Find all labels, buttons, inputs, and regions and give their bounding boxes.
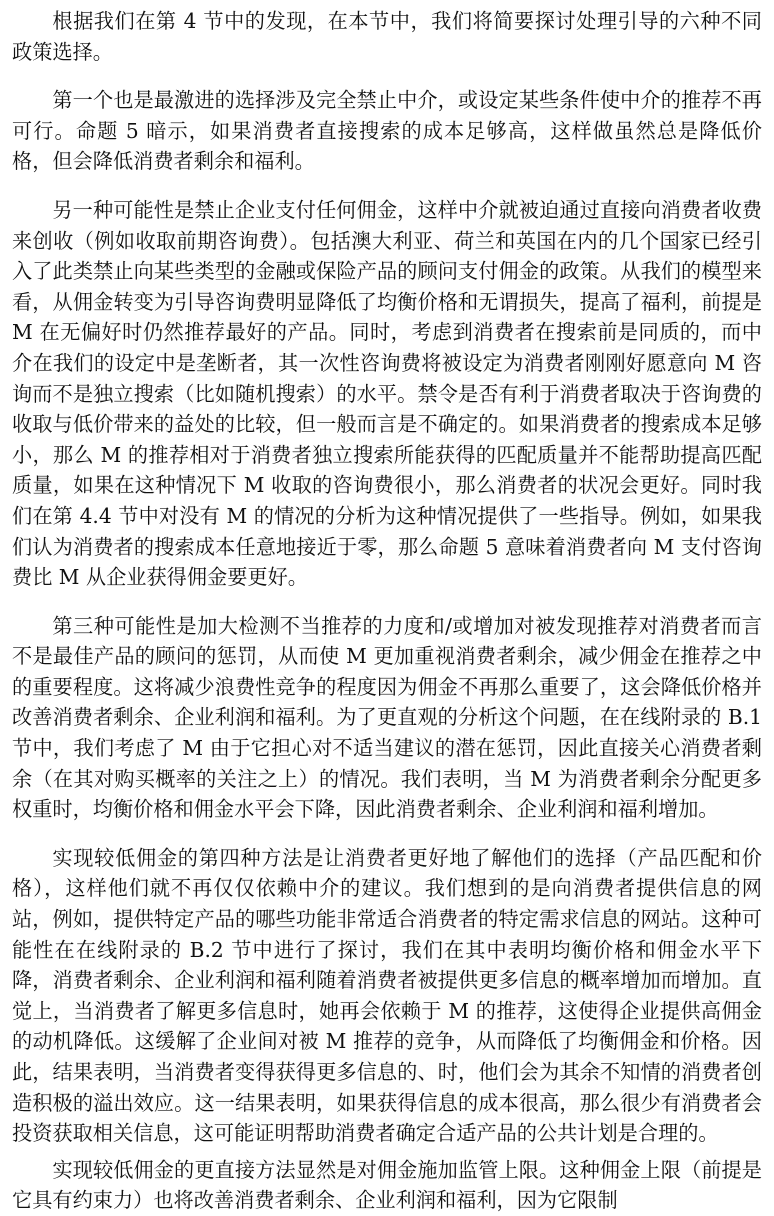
paragraph-first-option: 第一个也是最激进的选择涉及完全禁止中介，或设定某些条件使中介的推荐不再可行。命题 5 暗示，如果消费者直接搜索的成本足够高，这样做虽然总是降低价格，但会降低消费者剩余和福利。 xyxy=(12,88,762,174)
paragraph-fifth-option: 实现较低佣金的更直接方法显然是对佣金施加监管上限。这种佣金上限（前提是它具有约束力）也将改善消费者剩余、企业利润和福利，因为它限制 xyxy=(12,1157,762,1213)
paragraph-intro: 根据我们在第 4 节中的发现，在本节中，我们将简要探讨处理引导的六种不同政策选择。 xyxy=(12,9,762,64)
paragraph-fourth-option: 实现较低佣金的第四种方法是让消费者更好地了解他们的选择（产品匹配和价格），这样他们就不再仅仅依赖中介的建议。我们想到的是向消费者提供信息的网站，例如，提供特定产品的哪些功能非常适合消费者的特定需求信息的网站。这种可能性在在线附录的 B.2 节中进行了探讨，我们在其中表明均衡价格和佣金水平下降，消费者剩余、企业利润和福利随着消费者被提供更多信息的概率增加而增加。直觉上，当消费者了解更多信息时，她再会依赖于 M 的推荐，这使得企业提供高佣金的动机降低。这缓解了企业间对被 M 推荐的竞争，从而降低了均衡佣金和价格。因此，结果表明，当消费者变得获得更多信息的、时，他们会为其余不知情的消费者创造积极的溢出效应。这一结果表明，如果获得信息的成本很高，那么很少有消费者会投资获取相关信息，这可能证明帮助消费者确定合适产品的公共计划是合理的。 xyxy=(12,845,762,1146)
paragraph-second-option: 另一种可能性是禁止企业支付任何佣金，这样中介就被迫通过直接向消费者收费来创收（例如收取前期咨询费）。包括澳大利亚、荷兰和英国在内的几个国家已经引入了此类禁止向某些类型的金融或保险产品的顾问支付佣金的政策。从我们的模型来看，从佣金转变为引导咨询费明显降低了均衡价格和无谓损失，提高了福利，前提是 M 在无偏好时仍然推荐最好的产品。同时，考虑到消费者在搜索前是同质的，而中介在我们的设定中是垄断者，其一次性咨询费将被设定为消费者刚刚好愿意向 M 咨询而不是独立搜索（比如随机搜索）的水平。禁令是否有利于消费者取决于咨询费的收取与低价带来的益处的比较，但一般而言是不确定的。如果消费者的搜索成本足够小，那么 M 的推荐相对于消费者独立搜索所能获得的匹配质量并不能帮助提高匹配质量，如果在这种情况下 M 收取的咨询费很小，那么消费者的状况会更好。同时我们在第 4.4 节中对没有 M 的情况的分析为这种情况提供了一些指导。例如，如果我们认为消费者的搜索成本任意地接近于零，那么命题 5 意味着消费者向 M 支付咨询费比 M 从企业获得佣金要更好。 xyxy=(12,197,762,590)
paragraph-third-option: 第三种可能性是加大检测不当推荐的力度和/或增加对被发现推荐对消费者而言不是最佳产品的顾问的惩罚，从而使 M 更加重视消费者剩余，减少佣金在推荐之中的重要程度。这将减少浪费性竞争的程度因为佣金不再那么重要了，这会降低价格并改善消费者剩余、企业利润和福利。为了更直观的分析这个问题，在在线附录的 B.1 节中，我们考虑了 M 由于它担心对不适当建议的潜在惩罚，因此直接关心消费者剩余（在其对购买概率的关注之上）的情况。我们表明，当 M 为消费者剩余分配更多权重时，均衡价格和佣金水平会下降，因此消费者剩余、企业利润和福利增加。 xyxy=(12,613,762,822)
